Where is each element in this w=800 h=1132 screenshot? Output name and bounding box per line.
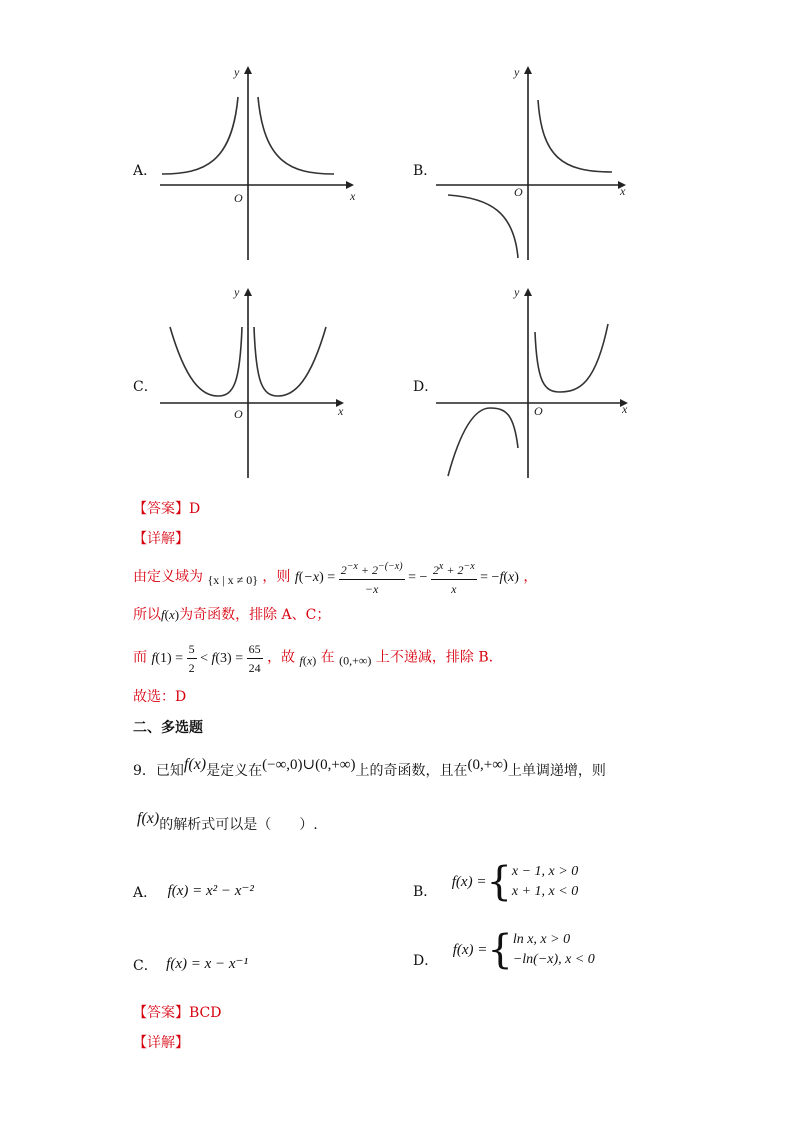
line3-text-b: ，故 <box>267 649 296 666</box>
option-label: C． <box>133 958 158 974</box>
curve-right <box>535 324 608 392</box>
fx-symbol: f(x) <box>183 756 207 773</box>
graph-b <box>430 62 640 262</box>
brace-icon: { <box>486 859 512 905</box>
graph-a <box>150 62 360 262</box>
case-1: x − 1, x > 0 <box>511 864 579 879</box>
y-arrow-icon <box>524 288 532 296</box>
q8-detail-label: 【详解】 <box>133 531 189 547</box>
q8-answer: 【答案】D <box>133 501 201 517</box>
graph-c <box>150 282 360 482</box>
option-d-label: D． <box>413 379 439 395</box>
option-label: D． <box>413 953 439 969</box>
odd-function-formula: f(−x) = $\frac{2^{-x} + 2^{-(-x)}}{-x}$ = − $\frac{2^x + 2^{-x}}{x}$ = −f(x) <box>295 570 519 585</box>
q9-stem-line2 <box>137 810 318 834</box>
line2-text-b: 为奇函数，排除 A、C； <box>179 607 331 623</box>
line3-text-c: 在 <box>320 649 335 666</box>
option-expr: f(x) = x − x⁻¹ <box>166 956 248 972</box>
origin-label: O <box>234 191 243 205</box>
option-lhs: f(x) = <box>451 874 487 890</box>
curve-left <box>170 327 242 396</box>
fx-symbol: f(x) <box>299 653 317 668</box>
brace-icon: { <box>487 927 513 973</box>
line3-text-a: 而 <box>133 649 147 666</box>
q9-option-d <box>413 927 595 973</box>
fx-symbol: f(x) <box>137 810 160 827</box>
domain-set: {x | x ≠ 0} <box>207 573 258 588</box>
q8-choice: 故选：D <box>133 689 187 705</box>
stem-text-a: 是定义在 <box>206 763 263 779</box>
graph-d <box>430 282 640 482</box>
option-c-label: C． <box>133 379 158 395</box>
q9-option-b <box>413 859 579 905</box>
curve-right <box>258 97 334 174</box>
y-arrow-icon <box>244 66 252 74</box>
domain: (−∞,0)∪(0,+∞) <box>262 757 356 773</box>
stem-text-d: 的解析式可以是（ ）. <box>159 817 318 833</box>
q9-stem <box>133 756 606 780</box>
curve-right <box>538 100 612 172</box>
y-arrow-icon <box>244 288 252 296</box>
y-axis-label: y <box>514 65 520 79</box>
y-arrow-icon <box>524 66 532 74</box>
y-axis-label: y <box>234 65 240 79</box>
stem-text-b: 上的奇函数，且在 <box>355 763 468 779</box>
stem-text-c: 上单调递增，则 <box>507 763 606 779</box>
q9-number: 9．已知 <box>133 763 184 779</box>
line1-text-b: ，则 <box>262 569 291 586</box>
origin-label: O <box>534 404 543 418</box>
option-b-label: B． <box>413 163 438 179</box>
fx-symbol: f(x) <box>161 607 180 622</box>
x-axis-label: x <box>338 404 344 418</box>
line1-text-c: ， <box>523 569 538 586</box>
q9-option-c <box>133 955 248 975</box>
x-axis-label: x <box>622 402 628 416</box>
option-a-label: A． <box>133 163 158 179</box>
q8-line2 <box>133 606 330 624</box>
option-label: B． <box>413 884 438 900</box>
option-label: A． <box>133 885 158 901</box>
option-expr: f(x) = x² − x⁻² <box>167 883 254 899</box>
case-1: ln x, x > 0 <box>512 932 571 947</box>
q9-answer: 【答案】BCD <box>133 1005 222 1021</box>
origin-label: O <box>514 185 523 199</box>
value-compare-formula: f(1) = $\frac{5}{2}$ < f(3) = $\frac{65}{24}$ <box>151 642 261 675</box>
option-lhs: f(x) = <box>452 942 488 958</box>
case-2: x + 1, x < 0 <box>511 884 579 899</box>
curve-left <box>448 195 518 258</box>
q9-detail-label: 【详解】 <box>133 1035 189 1051</box>
q8-line1 <box>133 558 537 598</box>
x-arrow-icon <box>346 181 354 189</box>
line3-text-d: 上不递减，排除 B. <box>375 649 494 666</box>
line1-text-a: 由定义域为 <box>133 569 203 586</box>
y-axis-label: y <box>514 285 520 299</box>
curve-right <box>254 327 326 396</box>
y-axis-label: y <box>234 285 240 299</box>
interval: (0,+∞) <box>467 757 508 773</box>
case-2: −ln(−x), x < 0 <box>512 952 595 967</box>
x-axis-label: x <box>350 189 356 203</box>
x-axis-label: x <box>620 184 626 198</box>
section-title: 二、多选题 <box>133 720 203 736</box>
q9-option-a <box>133 882 254 902</box>
line2-text-a: 所以 <box>133 607 161 623</box>
curve-left <box>162 97 238 174</box>
curve-left <box>448 408 518 476</box>
origin-label: O <box>234 407 243 421</box>
interval: (0,+∞) <box>339 653 372 668</box>
q8-line3 <box>133 640 493 677</box>
